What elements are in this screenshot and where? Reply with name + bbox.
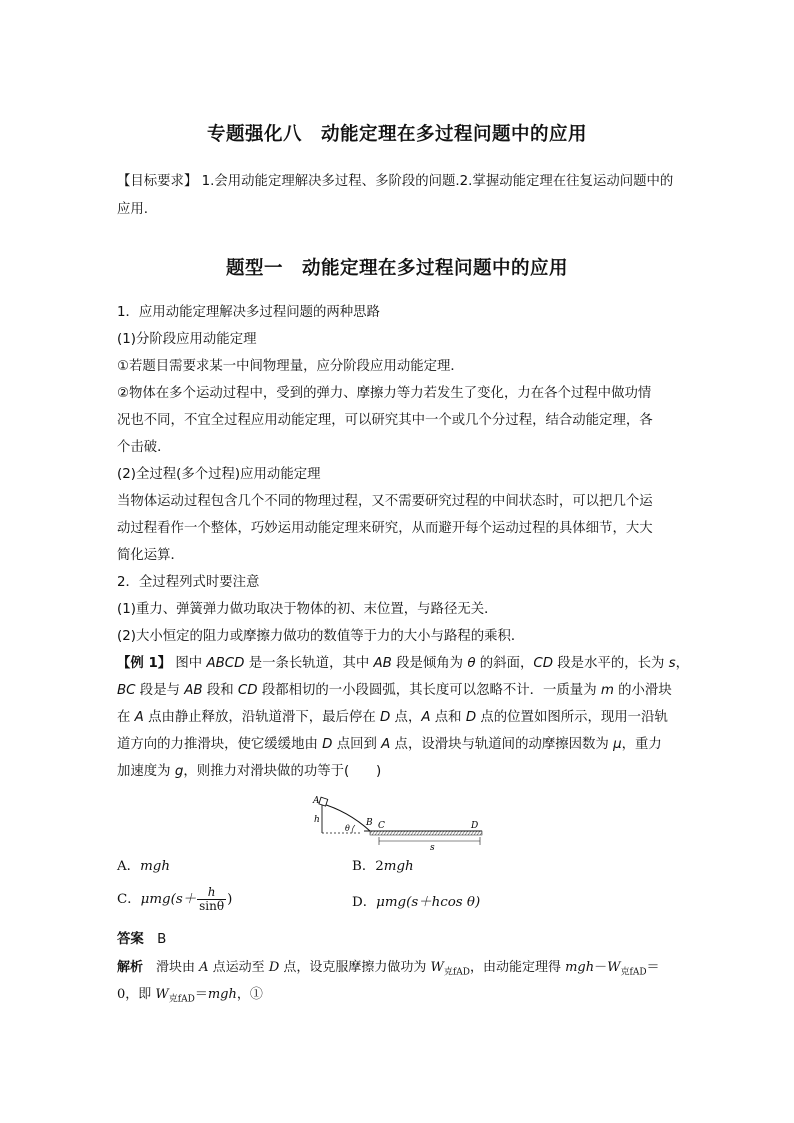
example-tag: 【例 1】 (117, 656, 172, 671)
var: m (600, 683, 614, 698)
text: ， (675, 656, 690, 671)
option-label: B． (352, 859, 376, 874)
text: 点，设克服摩擦力做功为 (279, 960, 431, 975)
text: 在 (117, 710, 135, 725)
section-title: 题型一 动能定理在多过程问题中的应用 (225, 258, 568, 279)
analysis-line-2 (117, 985, 683, 1010)
option-close: ) (227, 892, 233, 907)
label-h: h (314, 815, 320, 825)
subscript: 克fAD (168, 994, 195, 1005)
body-line: 简化运算． (117, 548, 184, 563)
text: 点， (390, 710, 422, 725)
text: ，重力 (621, 737, 662, 752)
analysis-line-1 (117, 958, 683, 983)
var: D (322, 737, 333, 752)
slider-block (319, 797, 328, 806)
ground-hatching (370, 831, 482, 835)
var: A (199, 960, 209, 975)
text: 点，设滑块与轨道间的动摩擦因数为 (390, 737, 614, 752)
label-C: C (378, 821, 385, 831)
text: 图中 (171, 656, 207, 671)
goal-text-1: 1.会用动能定理解决多过程、多阶段的问题.2.掌握动能定理在往复运动问题中的 (197, 174, 674, 189)
angle-arc (352, 825, 355, 833)
var: A (134, 710, 144, 725)
text: 点运动至 (208, 960, 269, 975)
goal-line-2: 应用. (117, 202, 149, 217)
text: ＝ (646, 960, 660, 975)
option-value: μmg(s＋hcos θ) (376, 895, 481, 910)
var: g (174, 764, 184, 779)
body-line: (2)全过程(多个过程)应用动能定理 (117, 467, 321, 482)
var: W (155, 987, 169, 1002)
var: CD (237, 683, 258, 698)
subscript: 克fAD (620, 967, 647, 978)
var: AB (373, 656, 392, 671)
var: AB (184, 683, 203, 698)
option-B (352, 857, 414, 877)
var: mgh (565, 960, 595, 975)
text: 点的位置如图所示，现用一沿轨 (476, 710, 668, 725)
analysis-label: 解析 (117, 960, 144, 975)
example-line-2 (117, 681, 683, 701)
var: W (430, 960, 444, 975)
body-line: 1．应用动能定理解决多过程问题的两种思路 (117, 305, 380, 320)
goal-line-1 (117, 172, 683, 192)
text: 段和 (202, 683, 238, 698)
text: 段都相切的一小段圆弧，其长度可以忽略不计．一质量为 (257, 683, 601, 698)
option-value: mgh (383, 859, 414, 874)
label-A: A (313, 796, 320, 806)
answer-value: B (157, 932, 167, 947)
text: 加速度为 (117, 764, 175, 779)
body-line: ①若题目需要求某一中间物理量，应分阶段应用动能定理． (117, 359, 464, 374)
incline-track-figure (312, 795, 492, 851)
option-label: A． (117, 859, 141, 874)
text: 的斜面， (475, 656, 534, 671)
var: BC (117, 683, 136, 698)
text: 0，即 (117, 987, 156, 1002)
body-line: (1)重力、弹簧弹力做功取决于物体的初、末位置，与路径无关． (117, 602, 498, 617)
var: D (268, 960, 280, 975)
answer-line (117, 930, 683, 950)
fraction (197, 886, 226, 913)
text: ＝ (194, 987, 208, 1002)
option-C (117, 886, 232, 913)
var: mgh (207, 987, 237, 1002)
option-value: mgh (140, 859, 170, 874)
body-line: 况也不同，不宜全过程应用动能定理，可以研究其中一个或几个分过程，结合动能定理，各 (117, 413, 653, 428)
body-line: 2．全过程列式时要注意 (117, 575, 260, 590)
answer-label: 答案 (117, 932, 144, 947)
text: 点和 (430, 710, 466, 725)
text: 滑块由 (143, 960, 200, 975)
body-line: 个击破． (117, 440, 171, 455)
example-line-3 (117, 708, 683, 728)
example-line-5 (117, 762, 683, 782)
goal-tag: 【目标要求】 (117, 174, 198, 189)
text: 的小滑块 (613, 683, 672, 698)
var: D (379, 710, 391, 725)
text: ，由动能定理得 (469, 960, 566, 975)
text: － (594, 960, 608, 975)
text: 段是水平的，长为 (553, 656, 669, 671)
option-label: D． (352, 895, 377, 910)
text: 段是与 (135, 683, 185, 698)
text: 点由静止释放，沿轨道滑下，最后停在 (143, 710, 380, 725)
body-line: 动过程看作一个整体，巧妙运用动能定理来研究，从而避开每个运动过程的具体细节，大大 (117, 521, 653, 536)
var: A (381, 737, 391, 752)
text: 是一条长轨道，其中 (244, 656, 374, 671)
text: 点回到 (332, 737, 382, 752)
text: 段是倾角为 (391, 656, 468, 671)
body-line: (1)分阶段应用动能定理 (117, 332, 257, 347)
label-theta: θ (345, 824, 350, 833)
subscript: 克fAD (443, 967, 470, 978)
option-D (352, 893, 480, 913)
var: θ (467, 656, 476, 671)
var: ABCD (206, 656, 245, 671)
var: s (668, 656, 676, 671)
fraction-denominator: sinθ (199, 899, 225, 913)
body-line: 当物体运动过程包含几个不同的物理过程，又不需要研究过程的中间状态时，可以把几个运 (117, 494, 653, 509)
document-title: 专题强化八 动能定理在多过程问题中的应用 (206, 124, 587, 145)
var: μ (613, 737, 622, 752)
body-line: ②物体在多个运动过程中，受到的弹力、摩擦力等力若发生了变化，力在各个过程中做功情 (117, 386, 652, 401)
var: A (421, 710, 431, 725)
option-A (117, 857, 170, 877)
label-D: D (471, 821, 479, 831)
body-line: (2)大小恒定的阻力或摩擦力做功的数值等于力的大小与路程的乘积． (117, 629, 525, 644)
option-value: μmg(s＋ (140, 892, 197, 907)
option-label: C． (117, 892, 141, 907)
example-line-1 (117, 654, 690, 674)
example-line-4 (117, 735, 683, 755)
label-s: s (430, 843, 435, 851)
text: ，① (236, 987, 263, 1002)
fraction-numerator: h (197, 886, 226, 900)
text: ，则推力对滑块做的功等于( ) (183, 764, 382, 779)
var: CD (533, 656, 554, 671)
label-B: B (366, 818, 373, 828)
var: D (465, 710, 477, 725)
option-coef: 2 (375, 859, 384, 874)
text: 道方向的力推滑块，使它缓缓地由 (117, 737, 323, 752)
var: W (607, 960, 621, 975)
